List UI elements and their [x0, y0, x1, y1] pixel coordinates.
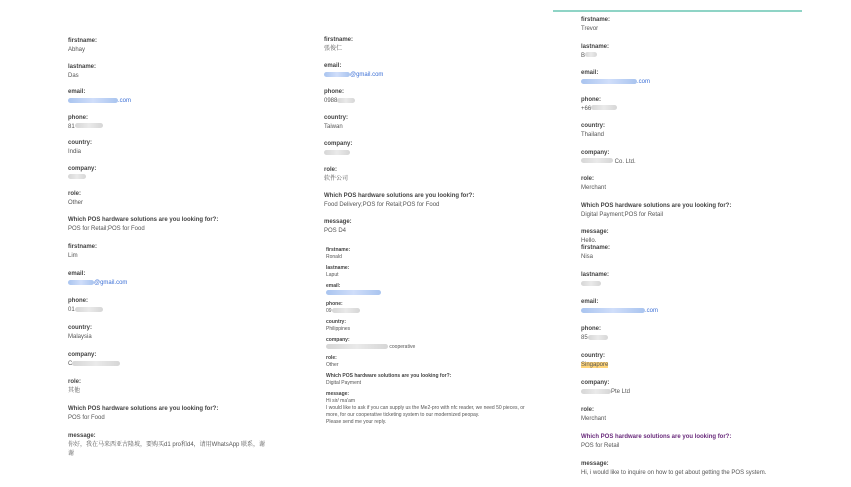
submission-lim: [68, 243, 283, 468]
phone-value: +66: [581, 105, 796, 114]
lastname-value: Laput: [326, 272, 339, 278]
redacted-email: [68, 98, 118, 103]
email-field: email: .com: [68, 88, 283, 106]
firstname-field: firstname: Lim: [68, 243, 283, 261]
message-field: message: Hi, i would like to inquire on how to get about getting the POS system.: [581, 460, 796, 478]
redacted-company: [68, 174, 86, 179]
redacted-company: [324, 150, 350, 155]
role-field: role: Merchant: [581, 175, 796, 193]
submission-abhay: [68, 37, 283, 241]
phone-field: phone: +66: [581, 96, 796, 114]
role-value: Merchant: [581, 416, 607, 422]
company-field: company: C: [68, 351, 283, 369]
email-field: email: .com: [581, 298, 796, 316]
message-value: POS D4: [324, 228, 347, 234]
role-field: role: Other: [68, 190, 283, 208]
role-field: role: 软件公司: [324, 166, 534, 184]
redacted-company: [581, 158, 613, 163]
redacted-phone: [75, 307, 103, 312]
submission-nisa: [581, 244, 796, 487]
redacted-email: [324, 72, 350, 77]
solutions-value: Digital Payment;POS for Retail: [581, 211, 664, 218]
message-value: 你好，我在马来西亚古隆坡，要购买d1 pro和d4，请用WhatsApp 联系，谢谢: [68, 442, 266, 457]
company-field: company: cooperative: [326, 337, 526, 351]
redacted-phone: [591, 105, 617, 110]
role-field: role: Merchant: [581, 406, 796, 424]
submission-ronald: [326, 247, 526, 430]
company-field: company: Co. Ltd.: [581, 149, 796, 167]
role-value: 软件公司: [324, 176, 349, 182]
lastname-value: Das: [68, 72, 79, 79]
firstname-field: firstname: 張俊仁: [324, 36, 534, 54]
redacted-email: [581, 308, 645, 313]
redacted-company: [581, 389, 611, 394]
company-field: company:: [68, 165, 283, 183]
solutions-field: Which POS hardware solutions are you looking for?: POS for Food: [68, 405, 283, 423]
phone-field: phone: 09: [326, 301, 526, 315]
country-value: Thailand: [581, 132, 605, 138]
firstname-value: Trevor: [581, 26, 599, 32]
firstname-field: firstname: Abhay: [68, 37, 283, 55]
company-value: cooperative: [326, 344, 526, 351]
redacted-phone: [332, 308, 360, 313]
redacted-email: [326, 290, 381, 295]
email-link[interactable]: .com: [581, 307, 796, 316]
country-value: Malaysia: [68, 334, 92, 340]
firstname-field: firstname: Ronald: [326, 247, 526, 261]
message-field: message: POS D4: [324, 218, 534, 236]
phone-value: 81: [68, 123, 283, 132]
phone-value: 01: [68, 306, 283, 315]
firstname-field: firstname: Trevor: [581, 16, 796, 34]
email-link[interactable]: [326, 290, 526, 297]
solutions-field: Which POS hardware solutions are you looking for?: Food Delivery;POS for Retail;POS for Food: [324, 192, 534, 210]
phone-field: phone: 81: [68, 114, 283, 132]
submission-trevor: [581, 16, 796, 255]
message-field: message: Hello.: [581, 228, 796, 246]
redacted-phone: [337, 98, 355, 103]
role-value: 其他: [68, 388, 81, 394]
email-link[interactable]: .com: [581, 78, 796, 87]
country-value: Taiwan: [324, 124, 343, 130]
role-value: Other: [68, 200, 84, 206]
solutions-value: POS for Retail: [581, 443, 620, 449]
company-field: company:: [324, 140, 534, 158]
top-divider: [553, 10, 802, 12]
email-link[interactable]: @gmail.com: [324, 71, 534, 80]
company-value: Co. Ltd.: [581, 158, 796, 167]
country-field: country: Thailand: [581, 122, 796, 140]
redacted-email: [581, 79, 637, 84]
lastname-field: lastname: B: [581, 43, 796, 61]
solutions-field: Which POS hardware solutions are you looking for?: Digital Payment: [326, 373, 526, 387]
firstname-value: Ronald: [326, 254, 342, 260]
phone-value: 85: [581, 334, 796, 343]
country-value: India: [68, 149, 82, 155]
lastname-value: B: [581, 52, 796, 61]
phone-field: phone: 85: [581, 325, 796, 343]
solutions-field: Which POS hardware solutions are you looking for?: POS for Retail;POS for Food: [68, 216, 283, 234]
role-value: Other: [326, 362, 339, 368]
message-value: Hello.: [581, 238, 597, 244]
redacted-lastname: [581, 281, 601, 286]
solutions-field: Which POS hardware solutions are you looking for?: POS for Retail: [581, 433, 796, 451]
country-field: country: Taiwan: [324, 114, 534, 132]
message-value: Hi, i would like to inquire on how to get about getting the POS system.: [581, 470, 767, 476]
lastname-value: [581, 280, 796, 289]
solutions-value: POS for Retail;POS for Food: [68, 225, 145, 232]
country-value: [581, 361, 796, 370]
lastname-field: lastname: Das: [68, 63, 283, 81]
email-field: email:: [326, 283, 526, 297]
email-link[interactable]: .com: [68, 97, 283, 106]
solutions-value: POS for Food: [68, 415, 105, 421]
solutions-field: Which POS hardware solutions are you looking for?: Digital Payment;POS for Retail: [581, 202, 796, 220]
phone-field: phone: 01: [68, 297, 283, 315]
solutions-value: Food Delivery;POS for Retail;POS for Food: [324, 202, 440, 208]
company-value: [68, 174, 283, 183]
phone-field: phone: 0988: [324, 88, 534, 106]
firstname-field: firstname: Nisa: [581, 244, 796, 262]
firstname-value: Lim: [68, 253, 78, 259]
firstname-value: Nisa: [581, 254, 594, 260]
email-field: email: @gmail.com: [324, 62, 534, 80]
redacted-lastname: [585, 52, 597, 57]
company-value: [324, 149, 534, 158]
firstname-value: 張俊仁: [324, 46, 343, 52]
company-value: Pte Ltd: [581, 388, 796, 397]
message-field: message: 你好，我在马来西亚古隆坡，要购买d1 pro和d4，请用WhatsApp 联系，谢谢: [68, 432, 283, 459]
message-line: I would like to ask if you can supply us the Me2-pro with nfc reader, we need 50 pieces, or more, for our cooperative ticketing system to our modernized peopay.: [326, 405, 525, 418]
email-field: email: @gmail.com: [68, 270, 283, 288]
company-field: company: Pte Ltd: [581, 379, 796, 397]
email-field: email: .com: [581, 69, 796, 87]
country-field: country: India: [68, 139, 283, 157]
redacted-phone: [588, 335, 608, 340]
country-value: Philippines: [326, 326, 351, 332]
phone-value: 0988: [324, 97, 534, 106]
message-field: message: Hi sir/ ma'am I would like to ask if you can supply us the Me2-pro with nfc reader, we need 50 pieces, or more, for our cooperative ticketing system to our modernized peopay. Please send me your reply.: [326, 391, 525, 425]
search-highlight: Singapore: [581, 362, 609, 368]
lastname-field: lastname: Laput: [326, 265, 526, 279]
country-field: country: Singapore: [581, 352, 796, 370]
lastname-field: lastname:: [581, 271, 796, 289]
country-field: country: Malaysia: [68, 324, 283, 342]
message-line: Please send me your reply.: [326, 419, 387, 425]
submission-taiwan: [324, 36, 534, 244]
message-line: Hi sir/ ma'am: [326, 398, 356, 404]
redacted-company: [326, 344, 388, 349]
redacted-email: [68, 280, 94, 285]
role-field: role: 其他: [68, 378, 283, 396]
email-link[interactable]: @gmail.com: [68, 279, 283, 288]
role-value: Merchant: [581, 185, 607, 191]
firstname-value: Abhay: [68, 47, 86, 53]
redacted-phone: [75, 123, 103, 128]
redacted-company: [72, 361, 120, 366]
company-value: C: [68, 360, 283, 369]
solutions-value: Digital Payment: [326, 380, 362, 386]
country-field: country: Philippines: [326, 319, 526, 333]
role-field: role: Other: [326, 355, 526, 369]
phone-value: 09: [326, 308, 526, 315]
